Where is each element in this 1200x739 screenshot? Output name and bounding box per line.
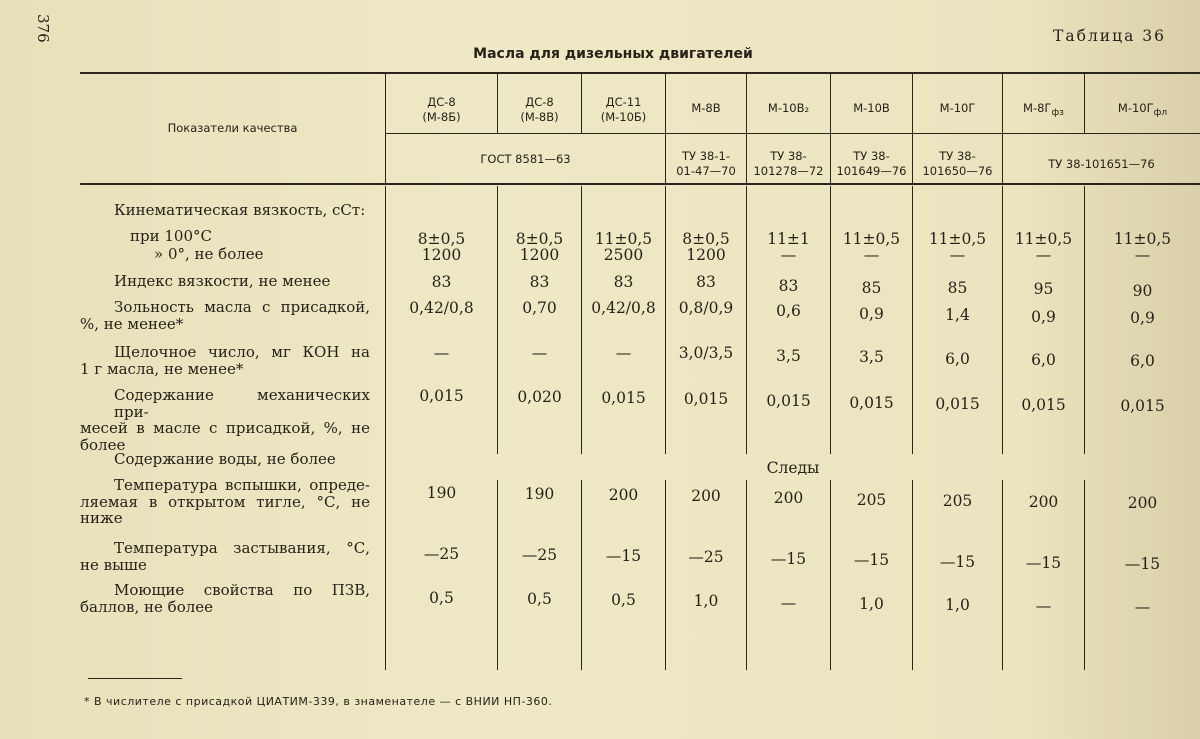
value-0c: — (1134, 246, 1151, 264)
value-index: 83 (696, 273, 716, 291)
value-ash: 0,42/0,8 (591, 299, 656, 317)
value-water-traces: Следы (766, 459, 820, 477)
value-index: 83 (778, 277, 799, 295)
value-detergency: — (1134, 598, 1151, 616)
value-0c: — (1035, 246, 1052, 264)
value-flash: 200 (1028, 493, 1059, 511)
value-pour: —15 (605, 547, 642, 565)
value-flash: 205 (942, 492, 973, 510)
col-subscript: фз (1051, 108, 1064, 118)
label-line: 1 г масла, не менее* (80, 359, 244, 378)
value-impurities: 0,015 (1021, 396, 1066, 414)
col-line (385, 73, 386, 184)
value-100c: 11±0,5 (842, 230, 901, 248)
col-header (386, 95, 497, 125)
value-pour: —15 (853, 551, 890, 569)
value-cell (386, 231, 497, 263)
header-bottom-rule (80, 183, 1200, 185)
value-alkaline: — (615, 344, 632, 362)
row-label-alkaline (80, 344, 370, 377)
standard-line: 101649—76 (836, 164, 907, 178)
value-detergency: — (780, 594, 797, 612)
body-col-line (581, 186, 582, 454)
value-impurities: 0,015 (766, 392, 811, 410)
col-header: М-10В₂ (767, 101, 810, 115)
col-alt-name: (М-8Б) (422, 110, 461, 124)
value-0c: — (949, 246, 966, 264)
value-alkaline: — (433, 344, 450, 362)
value-pour: —25 (688, 548, 724, 566)
footnote-rule (88, 678, 182, 679)
value-pour: —25 (521, 546, 558, 564)
label-line: ляемая в открытом тигле, °С, не (80, 492, 370, 511)
value-cell (666, 231, 746, 263)
standard-tu (913, 149, 1002, 179)
row-label-flash (80, 477, 370, 527)
col-name: М-8Г (1023, 101, 1052, 115)
value-index: 85 (947, 279, 968, 297)
value-100c: 11±1 (767, 230, 810, 248)
top-rule (80, 72, 1200, 74)
col-header (582, 95, 665, 125)
standard-line: ТУ 38- (770, 149, 807, 163)
standard-line: 101278—72 (753, 164, 824, 178)
footnote: * В числителе с присадкой ЦИАТИМ-339, в знаменателе — с ВНИИ НП-360. (84, 695, 553, 708)
col-alt-name: (М-10Б) (600, 110, 647, 124)
value-ash: 0,6 (776, 302, 801, 320)
value-index: 83 (529, 273, 550, 291)
label-line: месей в масле с присадкой, %, не (80, 419, 370, 437)
value-index: 90 (1132, 282, 1153, 300)
value-index: 95 (1033, 280, 1054, 298)
value-ash: 1,4 (945, 306, 970, 324)
standard-line: 101650—76 (922, 164, 993, 178)
body-col-line (665, 186, 666, 454)
label-line: баллов, не более (80, 597, 214, 616)
value-ash: 0,8/0,9 (678, 299, 734, 317)
value-cell (913, 231, 1002, 263)
row-sublabel: » 0°, не более (154, 245, 264, 263)
standard-line: ТУ 38- (853, 149, 890, 163)
row-label-impurities (80, 387, 370, 453)
row-label-viscosity: Кинематическая вязкость, сСт: (114, 201, 366, 219)
col-header: М-8В (691, 101, 721, 115)
value-100c: 11±0,5 (1113, 230, 1172, 248)
body-col-line (746, 186, 747, 454)
value-pour: —15 (1124, 555, 1161, 573)
value-flash: 200 (691, 487, 721, 505)
value-cell (582, 231, 665, 263)
body-col-line (746, 480, 747, 670)
value-flash: 190 (524, 485, 555, 503)
value-alkaline: 6,0 (1130, 352, 1155, 370)
label-line: %, не менее* (80, 314, 184, 333)
body-col-line (665, 480, 666, 670)
value-0c: — (780, 246, 797, 264)
standard-line: ТУ 38-1- (682, 149, 730, 163)
value-ash: 0,9 (859, 305, 884, 323)
standard-gost: ГОСТ 8581—63 (480, 152, 571, 166)
body-col-line (581, 480, 582, 670)
value-detergency: 1,0 (945, 596, 970, 614)
value-detergency: — (1035, 597, 1052, 615)
value-impurities: 0,020 (517, 388, 562, 406)
col-header: М-10В (853, 101, 890, 115)
value-100c: 11±0,5 (928, 230, 987, 248)
col-name: ДС-8 (427, 95, 456, 109)
value-0c: 1200 (519, 246, 560, 264)
value-impurities: 0,015 (601, 389, 646, 407)
value-ash: 0,70 (522, 299, 557, 317)
value-100c: 11±0,5 (594, 230, 653, 248)
value-cell (498, 231, 581, 263)
standard-line: ТУ 38- (939, 149, 976, 163)
label-line: не выше (80, 555, 147, 574)
standard-tu: ТУ 38-101651—76 (1048, 157, 1155, 171)
value-impurities: 0,015 (683, 390, 729, 408)
row-label-ash (80, 299, 370, 332)
standard-tu (666, 149, 746, 179)
value-0c: 1200 (686, 246, 726, 264)
value-alkaline: 6,0 (945, 350, 970, 368)
body-col-line (830, 480, 831, 670)
label-line: Содержание механических при- (114, 386, 370, 421)
value-detergency: 0,5 (429, 589, 454, 607)
value-100c: 8±0,5 (515, 230, 564, 248)
value-pour: —15 (770, 550, 807, 568)
col-name: М-10Г (1117, 101, 1154, 115)
label-line: Щелочное число, мг КОН на (114, 343, 370, 361)
label-line: Моющие свойства по ПЗВ, (114, 581, 370, 599)
value-alkaline: 3,5 (859, 348, 884, 366)
value-alkaline: — (531, 344, 548, 362)
value-flash: 200 (1127, 494, 1158, 512)
value-alkaline: 3,5 (776, 347, 801, 365)
value-ash: 0,42/0,8 (409, 299, 474, 317)
value-pour: —15 (1025, 554, 1062, 572)
value-index: 83 (613, 273, 634, 291)
value-impurities: 0,015 (419, 387, 464, 405)
row-label-pour (80, 540, 370, 573)
value-0c: 2500 (603, 246, 644, 264)
label-line: Температура застывания, °С, (114, 539, 370, 557)
header-split-rule (386, 133, 1200, 134)
col-header: М-10Г (939, 101, 976, 115)
table-title: Масла для дизельных двигателей (473, 46, 753, 62)
value-pour: —25 (423, 545, 460, 563)
value-impurities: 0,015 (1120, 397, 1165, 415)
value-detergency: 0,5 (527, 590, 552, 608)
value-ash: 0,9 (1130, 309, 1155, 327)
col-header (1003, 101, 1084, 121)
value-alkaline: 6,0 (1031, 351, 1056, 369)
row-label-index: Индекс вязкости, не менее (114, 272, 331, 290)
value-flash: 190 (426, 484, 457, 502)
row-label-detergency (80, 582, 370, 615)
col-header (498, 95, 581, 125)
value-0c: 1200 (421, 246, 462, 264)
standard-line: 01-47—70 (676, 164, 736, 178)
col-header (1085, 101, 1200, 121)
value-100c: 11±0,5 (1014, 230, 1073, 248)
value-cell (1085, 231, 1200, 263)
value-100c: 8±0,5 (682, 230, 730, 248)
value-pour: —15 (939, 553, 976, 571)
value-cell (831, 231, 912, 263)
value-detergency: 1,0 (859, 595, 884, 613)
value-flash: 200 (773, 489, 804, 507)
value-impurities: 0,015 (935, 395, 980, 413)
col-alt-name: (М-8В) (520, 110, 559, 124)
label-line: более (80, 435, 126, 454)
col-name: ДС-11 (605, 95, 642, 109)
standard-tu (831, 149, 912, 179)
page-number: 376 (34, 14, 52, 43)
label-line: Температура вспышки, опреде- (114, 476, 370, 494)
col-subscript: фл (1153, 108, 1168, 118)
value-ash: 0,9 (1031, 308, 1056, 326)
standard-tu (747, 149, 830, 179)
quality-header: Показатели качества (167, 121, 298, 135)
value-detergency: 0,5 (611, 591, 636, 609)
value-100c: 8±0,5 (417, 230, 466, 248)
label-line: Зольность масла с присадкой, (114, 298, 370, 316)
value-flash: 200 (608, 486, 639, 504)
value-impurities: 0,015 (849, 394, 894, 412)
body-col-line (497, 186, 498, 454)
value-cell (747, 231, 830, 263)
value-index: 83 (431, 273, 452, 291)
table-number: Таблица 36 (1053, 27, 1166, 45)
body-col-line (497, 480, 498, 670)
value-0c: — (863, 246, 880, 264)
value-index: 85 (861, 279, 882, 297)
value-alkaline: 3,0/3,5 (678, 344, 734, 362)
row-sublabel: при 100°С (130, 227, 212, 245)
value-flash: 205 (856, 491, 887, 509)
row-label-water: Содержание воды, не более (114, 450, 336, 468)
col-name: ДС-8 (525, 95, 554, 109)
label-line: ниже (80, 509, 123, 527)
value-cell (1003, 231, 1084, 263)
value-detergency: 1,0 (693, 592, 719, 610)
